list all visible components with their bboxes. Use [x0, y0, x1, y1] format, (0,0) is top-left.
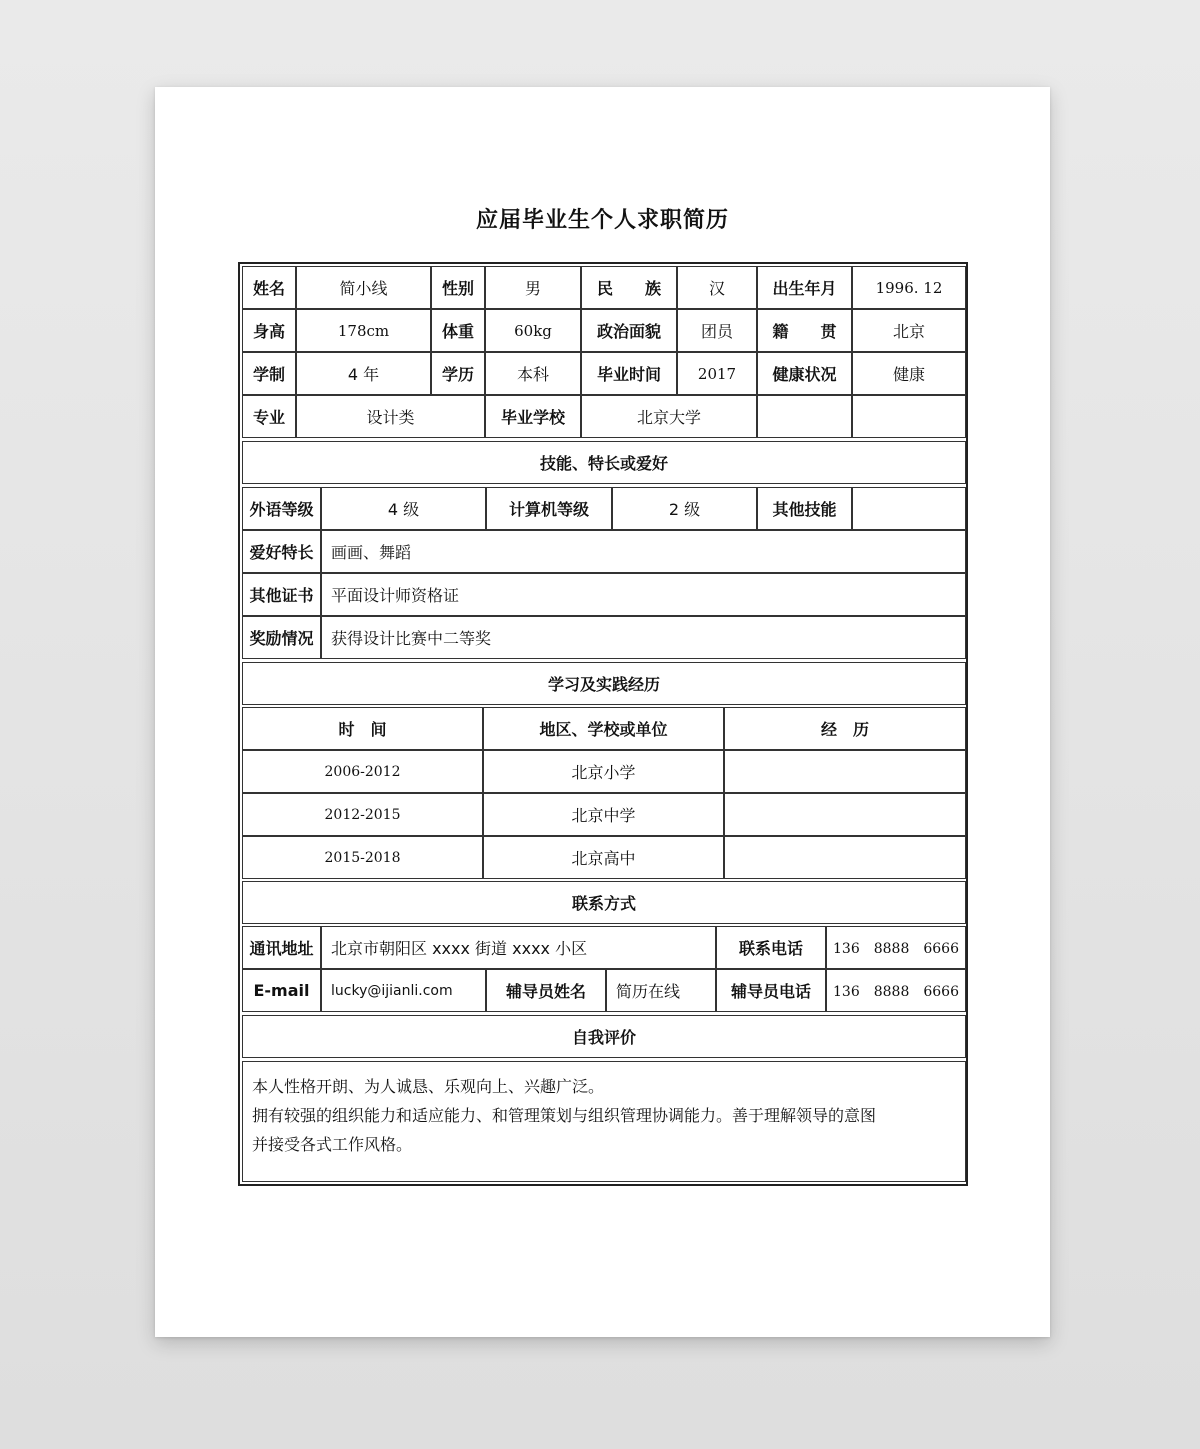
name-value: 简小线 — [296, 266, 431, 309]
ethnicity-value: 汉 — [677, 266, 757, 309]
experience-col-time: 时 间 — [242, 707, 483, 750]
advisor-value: 简历在线 — [606, 969, 716, 1012]
political-label: 政治面貌 — [581, 309, 677, 352]
weight-label: 体重 — [431, 309, 485, 352]
resume-page — [155, 87, 1050, 1337]
health-value: 健康 — [852, 352, 966, 395]
cert-label: 其他证书 — [242, 573, 321, 616]
education-value: 本科 — [485, 352, 581, 395]
grad-time-label: 毕业时间 — [581, 352, 677, 395]
political-value: 团员 — [677, 309, 757, 352]
health-label: 健康状况 — [757, 352, 852, 395]
ethnicity-label: 民 族 — [581, 266, 677, 309]
skills-heading: 技能、特长或爱好 — [242, 441, 966, 484]
experience-row-exp — [724, 836, 966, 879]
experience-col-place: 地区、学校或单位 — [483, 707, 724, 750]
other-skill-value — [852, 487, 966, 530]
grad-time-value: 2017 — [677, 352, 757, 395]
name-label: 姓名 — [242, 266, 296, 309]
self-eval-line: 拥有较强的组织能力和适应能力、和管理策划与组织管理协调能力。善于理解领导的意图 — [252, 1106, 877, 1125]
gender-label: 性别 — [431, 266, 485, 309]
address-label: 通讯地址 — [242, 926, 321, 969]
native-value: 北京 — [852, 309, 966, 352]
empty-cell — [852, 395, 966, 438]
hobby-value: 画画、舞蹈 — [321, 530, 966, 573]
self-eval-heading: 自我评价 — [242, 1015, 966, 1058]
hobby-label: 爱好特长 — [242, 530, 321, 573]
advisor-phone-label: 辅导员电话 — [716, 969, 826, 1012]
self-eval-body — [242, 1061, 966, 1182]
school-value: 北京大学 — [581, 395, 757, 438]
resume-table — [238, 262, 968, 1186]
native-label: 籍 贯 — [757, 309, 852, 352]
award-value: 获得设计比赛中二等奖 — [321, 616, 966, 659]
experience-row-place: 北京小学 — [483, 750, 724, 793]
weight-value: 60kg — [485, 309, 581, 352]
experience-heading: 学习及实践经历 — [242, 662, 966, 705]
birth-label: 出生年月 — [757, 266, 852, 309]
self-eval-line: 并接受各式工作风格。 — [252, 1135, 413, 1154]
school-label: 毕业学校 — [485, 395, 581, 438]
phone-label: 联系电话 — [716, 926, 826, 969]
language-value: 4 级 — [321, 487, 486, 530]
language-label: 外语等级 — [242, 487, 321, 530]
experience-row-exp — [724, 793, 966, 836]
other-skill-label: 其他技能 — [757, 487, 852, 530]
experience-row-place: 北京中学 — [483, 793, 724, 836]
gender-value: 男 — [485, 266, 581, 309]
experience-row-exp — [724, 750, 966, 793]
empty-cell — [757, 395, 852, 438]
experience-col-exp: 经 历 — [724, 707, 966, 750]
address-value: 北京市朝阳区 xxxx 街道 xxxx 小区 — [321, 926, 716, 969]
major-label: 专业 — [242, 395, 296, 438]
email-label: E-mail — [242, 969, 321, 1012]
height-value: 178cm — [296, 309, 431, 352]
computer-value: 2 级 — [612, 487, 757, 530]
resume-title: 应届毕业生个人求职简历 — [475, 208, 729, 233]
phone-value: 136 8888 6666 — [826, 926, 966, 969]
major-value: 设计类 — [296, 395, 485, 438]
education-label: 学历 — [431, 352, 485, 395]
computer-label: 计算机等级 — [486, 487, 612, 530]
schooling-value: 4 年 — [296, 352, 431, 395]
email-value: lucky@ijianli.com — [321, 969, 486, 1012]
experience-row-time: 2015-2018 — [242, 836, 483, 879]
self-eval-line: 本人性格开朗、为人诚恳、乐观向上、兴趣广泛。 — [252, 1077, 605, 1096]
schooling-label: 学制 — [242, 352, 296, 395]
experience-row-time: 2012-2015 — [242, 793, 483, 836]
advisor-phone-value: 136 8888 6666 — [826, 969, 966, 1012]
experience-row-time: 2006-2012 — [242, 750, 483, 793]
advisor-label: 辅导员姓名 — [486, 969, 606, 1012]
cert-value: 平面设计师资格证 — [321, 573, 966, 616]
experience-row-place: 北京高中 — [483, 836, 724, 879]
award-label: 奖励情况 — [242, 616, 321, 659]
birth-value: 1996. 12 — [852, 266, 966, 309]
contact-heading: 联系方式 — [242, 881, 966, 924]
height-label: 身高 — [242, 309, 296, 352]
